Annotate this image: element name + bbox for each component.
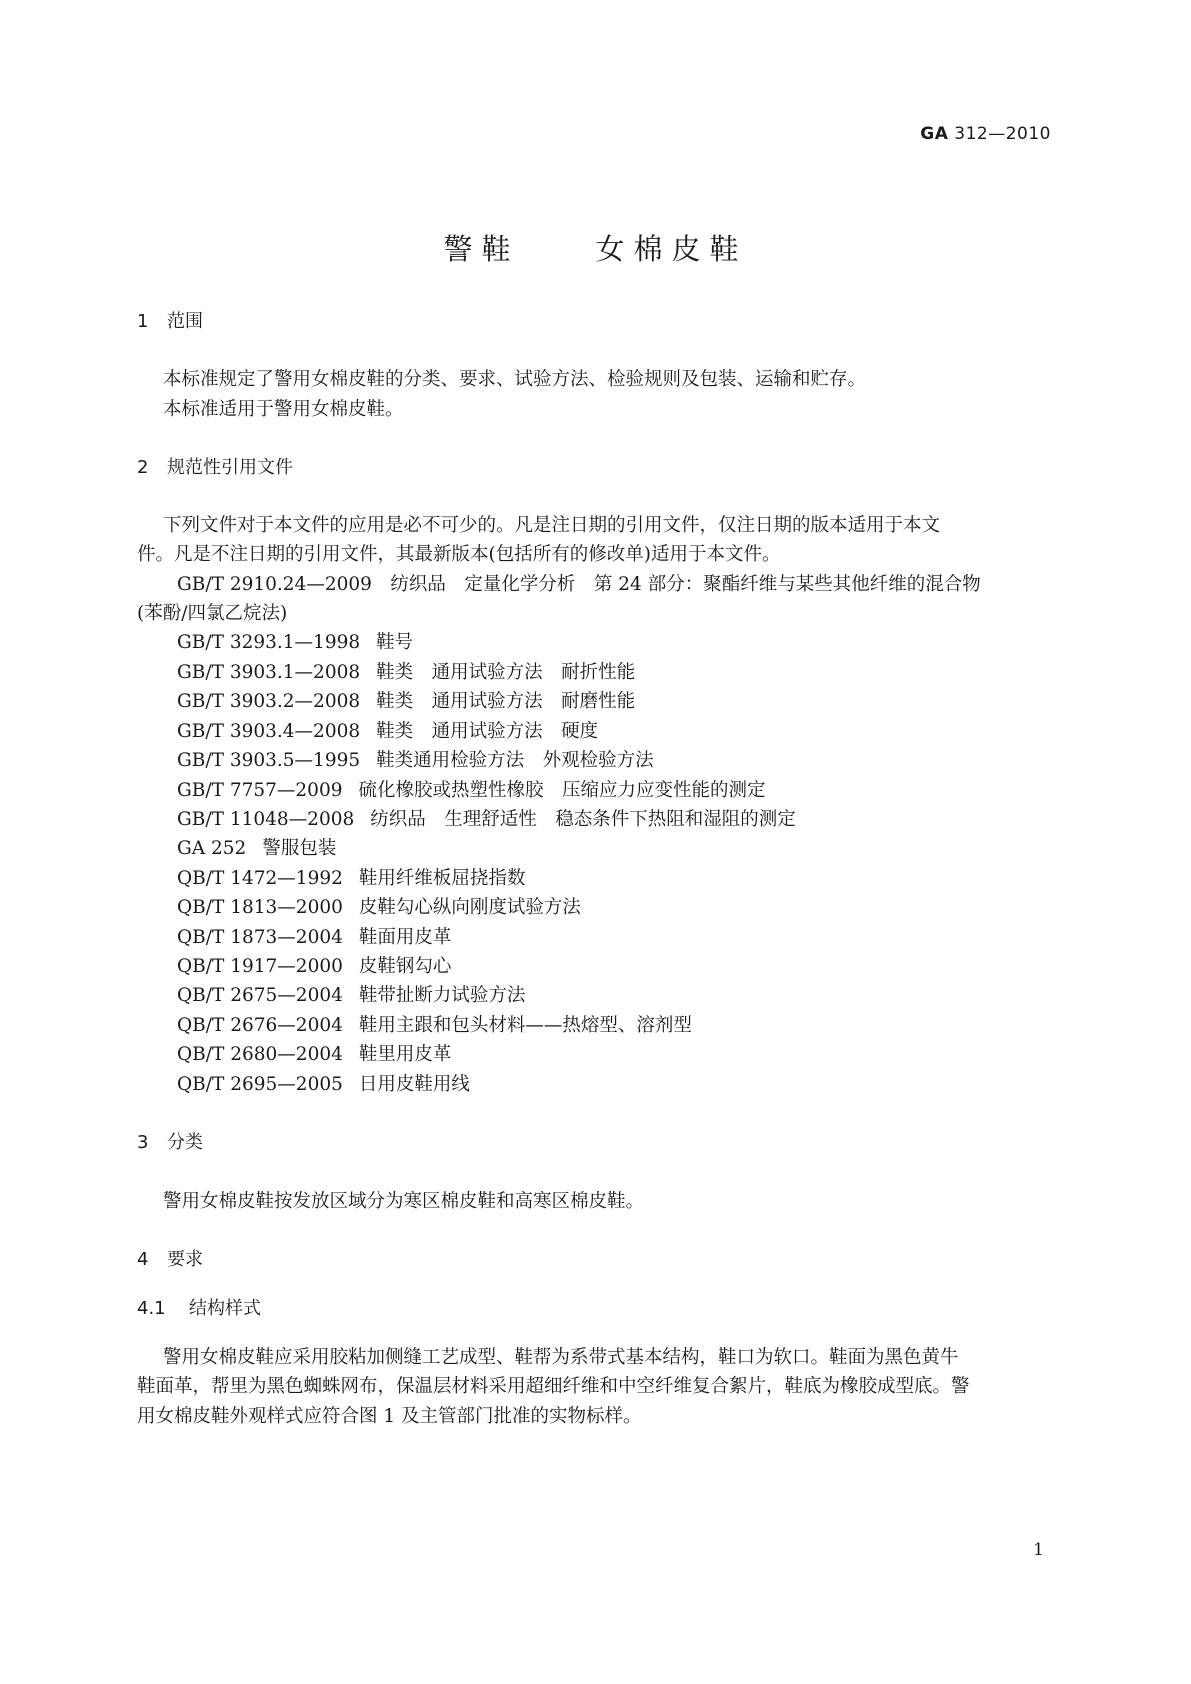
- reference-code: GB/T 3903.4—2008: [177, 721, 361, 742]
- reference-title: 鞋用纤维板屈挠指数: [358, 868, 526, 889]
- reference-item: [177, 1070, 470, 1096]
- subsection-4-1-line-3: 用女棉皮鞋外观样式应符合图 1 及主管部门批准的实物标样。: [137, 1406, 642, 1427]
- reference-title: 警服包装: [262, 838, 337, 859]
- reference-title: 鞋里用皮革: [358, 1044, 452, 1065]
- section-number: 2: [137, 457, 149, 478]
- reference-title: 鞋类 通用试验方法 硬度: [376, 721, 599, 742]
- reference-code: GB/T 11048—2008: [177, 809, 355, 830]
- section-title: 要求: [167, 1249, 203, 1270]
- section-1-paragraph-1: 本标准规定了警用女棉皮鞋的分类、要求、试验方法、检验规则及包装、运输和贮存。: [163, 369, 867, 390]
- reference-item: [177, 864, 525, 890]
- reference-title: 鞋带扯断力试验方法: [358, 985, 526, 1006]
- reference-code: QB/T 2676—2004: [177, 1015, 343, 1036]
- reference-title: 鞋类 通用试验方法 耐折性能: [376, 662, 636, 683]
- reference-title: 鞋面用皮革: [358, 927, 452, 948]
- section-title: 规范性引用文件: [167, 457, 293, 478]
- reference-code: QB/T 1472—1992: [177, 868, 343, 889]
- section-3-heading: [137, 1128, 203, 1154]
- standard-code: [920, 124, 1051, 144]
- section-2-heading: [137, 453, 293, 479]
- section-4-heading: [137, 1245, 203, 1271]
- reference-code: GB/T 3903.2—2008: [177, 691, 361, 712]
- section-number: 3: [137, 1132, 149, 1153]
- standard-code-prefix: GA: [920, 124, 949, 144]
- page-number: 1: [1033, 1540, 1044, 1560]
- reference-title: 皮鞋钢勾心: [358, 956, 452, 977]
- reference-item: [177, 687, 635, 713]
- reference-item: [177, 1040, 451, 1066]
- reference-code: GB/T 3903.5—1995: [177, 750, 361, 771]
- section-2-intro-line-1: 下列文件对于本文件的应用是必不可少的。凡是注日期的引用文件，仅注日期的版本适用于本文: [163, 515, 941, 536]
- subsection-4-1-line-1: 警用女棉皮鞋应采用胶粘加侧缝工艺成型、鞋帮为系带式基本结构，鞋口为软口。鞋面为黑色黄牛: [163, 1347, 959, 1368]
- reference-code: QB/T 1813—2000: [177, 897, 343, 918]
- section-title: 范围: [167, 311, 203, 332]
- subsection-number: 4.1: [137, 1298, 166, 1319]
- reference-title: 皮鞋勾心纵向刚度试验方法: [358, 897, 581, 918]
- section-1-paragraph-2: 本标准适用于警用女棉皮鞋。: [163, 399, 404, 420]
- section-3-paragraph-1: 警用女棉皮鞋按发放区域分为寒区棉皮鞋和高寒区棉皮鞋。: [163, 1191, 645, 1212]
- reference-item: [177, 923, 451, 949]
- reference-title: 鞋用主跟和包头材料——热熔型、溶剂型: [358, 1015, 692, 1036]
- section-2-intro-line-2: 件。凡是不注日期的引用文件，其最新版本(包括所有的修改单)适用于本文件。: [137, 544, 781, 565]
- subsection-title: 结构样式: [189, 1298, 261, 1319]
- reference-title: 鞋类 通用试验方法 耐磨性能: [376, 691, 636, 712]
- reference-code: GB/T 3903.1—2008: [177, 662, 361, 683]
- section-number: 4: [137, 1249, 149, 1270]
- standard-code-number: 312—2010: [948, 124, 1051, 144]
- reference-title: 纺织品 生理舒适性 稳态条件下热阻和湿阻的测定: [370, 809, 796, 830]
- reference-item: [177, 805, 796, 831]
- reference-item: [177, 717, 598, 743]
- reference-item-continuation: (苯酚/四氯乙烷法): [137, 603, 288, 624]
- reference-item: [177, 628, 413, 654]
- reference-item: [177, 658, 635, 684]
- subsection-4-1-heading: [137, 1294, 261, 1320]
- reference-code: GB/T 3293.1—1998: [177, 632, 361, 653]
- reference-item: [177, 952, 451, 978]
- reference-item: [177, 776, 766, 802]
- reference-code: GA 252: [177, 838, 247, 859]
- reference-code: GB/T 7757—2009: [177, 780, 343, 801]
- reference-item: [177, 834, 336, 860]
- document-title: 警鞋 女棉皮鞋: [443, 232, 748, 266]
- reference-title: 鞋号: [376, 632, 414, 653]
- reference-item: GB/T 2910.24—2009 纺织品 定量化学分析 第 24 部分：聚酯纤维与某些其他纤维的混合物: [177, 574, 981, 595]
- reference-code: QB/T 1917—2000: [177, 956, 343, 977]
- reference-code: QB/T 2680—2004: [177, 1044, 343, 1065]
- subsection-4-1-line-2: 鞋面革，帮里为黑色蜘蛛网布，保温层材料采用超细纤维和中空纤维复合絮片，鞋底为橡胶成型底。警: [137, 1376, 970, 1397]
- section-title: 分类: [167, 1132, 203, 1153]
- section-1-heading: [137, 307, 203, 333]
- reference-item: [177, 981, 525, 1007]
- reference-code: QB/T 2675—2004: [177, 985, 343, 1006]
- reference-code: QB/T 2695—2005: [177, 1074, 343, 1095]
- reference-title: 硫化橡胶或热塑性橡胶 压缩应力应变性能的测定: [358, 780, 766, 801]
- reference-title: 鞋类通用检验方法 外观检验方法: [376, 750, 654, 771]
- reference-item: [177, 746, 654, 772]
- reference-item: [177, 1011, 692, 1037]
- reference-title: 日用皮鞋用线: [358, 1074, 470, 1095]
- reference-item: [177, 893, 581, 919]
- section-number: 1: [137, 311, 149, 332]
- reference-code: QB/T 1873—2004: [177, 927, 343, 948]
